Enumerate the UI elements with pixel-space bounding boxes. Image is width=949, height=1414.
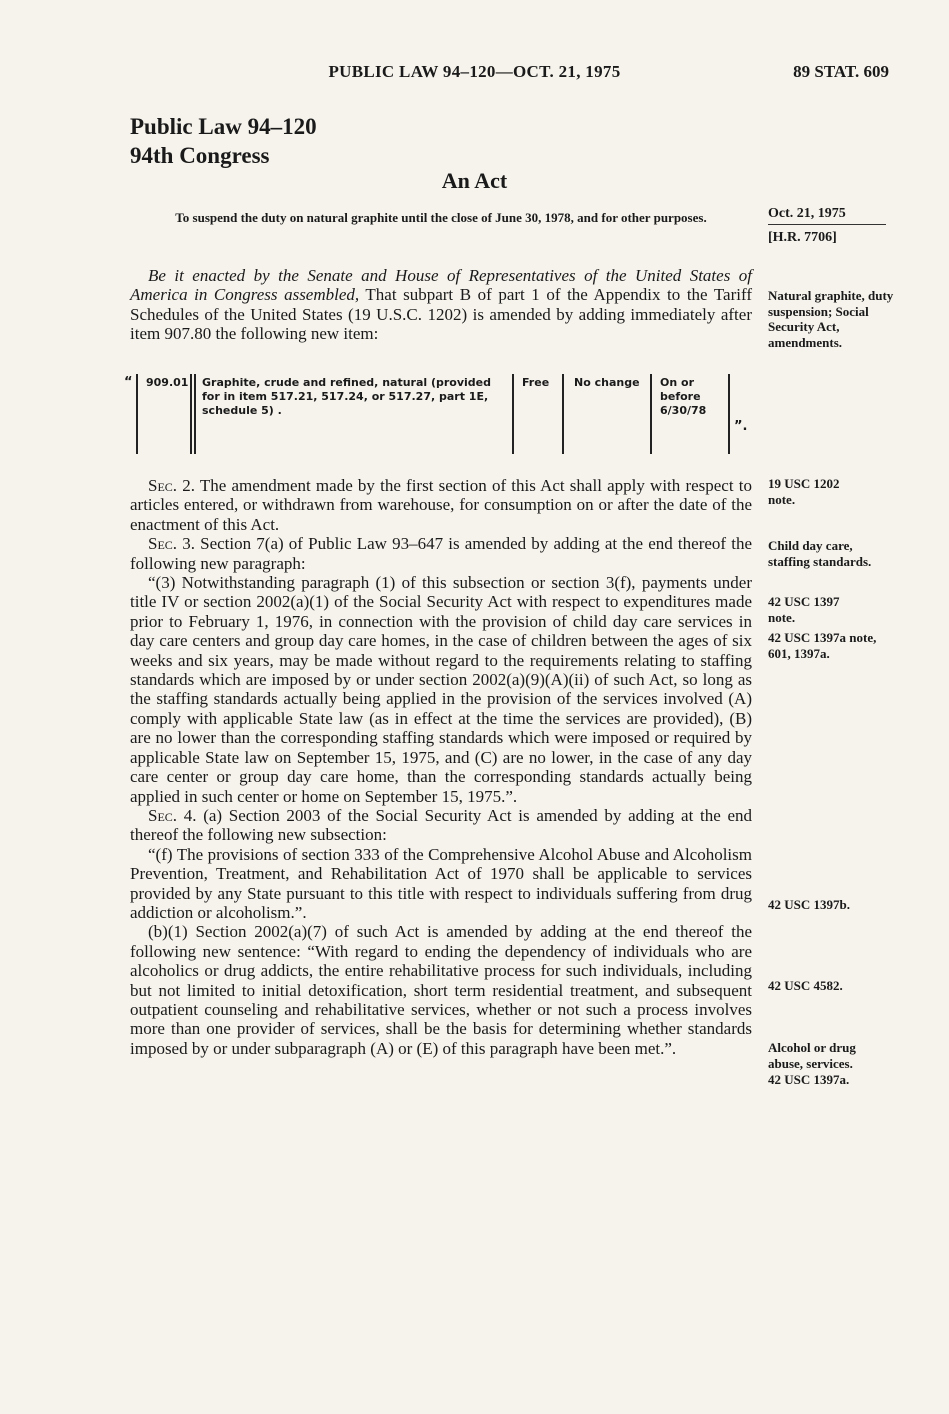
tariff-rate-col2: No change	[574, 376, 640, 389]
section-4-label: Sec. 4.	[148, 805, 197, 825]
section-2-text: The amendment made by the first section of this Act shall apply with respect to articles entered, or withdrawn from warehouse, for consumption on or after the date of the enactment of this Act.	[130, 476, 752, 534]
section-3-label: Sec. 3.	[148, 534, 195, 554]
margin-note-42usc-4582: 42 USC 4582.	[768, 978, 843, 993]
margin-note-19usc: 19 USC 1202 note.	[768, 476, 840, 507]
tariff-rule	[562, 374, 564, 454]
margin-note-alcohol-drug: Alcohol or drug abuse, services.	[768, 1040, 856, 1071]
tariff-rule	[512, 374, 514, 454]
margin-note-graphite: Natural graphite, duty suspension; Social Security Act, amendments.	[768, 288, 894, 350]
statute-page: 89 STAT. 609	[793, 62, 889, 81]
section-4a-intro	[130, 806, 752, 845]
section-3-intro-text: Section 7(a) of Public Law 93–647 is amended by adding at the end thereof the following new paragraph:	[130, 534, 752, 573]
margin-note-42usc-1397a-2: 42 USC 1397a.	[768, 1072, 850, 1087]
congress-number: 94th Congress	[130, 143, 270, 168]
running-head: PUBLIC LAW 94–120—OCT. 21, 1975	[328, 62, 621, 81]
tariff-rule	[136, 374, 138, 454]
section-3-intro	[130, 534, 752, 573]
sections-body	[130, 476, 752, 1058]
section-4b: (b)(1) Section 2002(a)(7) of such Act is amended by adding at the end thereof the following new sentence: “With regard to ending the dependency of individuals who are alcoholics or drug addicts, the entire rehabilitative process for such individuals, including but not limited to initial detoxification, short term residential treatment, and subsequent outpatient counseling and rehabilitative services, whether or not such a process involves more than one provider of services, shall be the basis for determining whether standards imposed by or under subparagraph (A) or (E) of this paragraph have been met.”.	[130, 922, 752, 1058]
tariff-open-quote: “	[124, 375, 133, 390]
sidebar-date: Oct. 21, 1975	[768, 206, 886, 225]
section-4a-paragraph: “(f) The provisions of section 333 of the Comprehensive Alcohol Abuse and Alcoholism Prevention, Treatment, and Rehabilitation Act of 1970 shall be applicable to services provided by any State pursuant to this title with respect to individuals suffering from drug addiction or alcoholism.”.	[130, 844, 752, 922]
tariff-table	[122, 372, 752, 458]
section-2-label: Sec. 2.	[148, 476, 195, 495]
margin-note-42usc-1397b: 42 USC 1397b.	[768, 897, 850, 912]
tariff-rule	[650, 374, 652, 454]
section-4a-intro-text: (a) Section 2003 of the Social Security Act is amended by adding at the end thereof the following new subsection:	[130, 805, 752, 845]
enacting-italic: Be it enacted by the Senate and House of Representatives of the United States of America in Congress assembled,	[130, 266, 752, 305]
tariff-item-number: 909.01	[146, 376, 189, 389]
tariff-rate-col1: Free	[522, 376, 550, 389]
tariff-rule	[728, 374, 730, 454]
section-3-paragraph: “(3) Notwithstanding paragraph (1) of this subsection or section 3(f), payments under title IV or section 2002(a)(1) of the Social Security Act with respect to expenditures made prior to February 1, 1976, in connection with the provision of child day care services in day care centers and group day care homes, in the case of children between the ages of six weeks and six years, may be made without regard to the requirements relating to staffing standards which are imposed by or under section 2002(a)(9)(A)(ii) of such Act, so long as the staffing standards actually being applied in the provision of the services involved (A) comply with applicable State law (as in effect at the time the services are provided), (B) are no lower than the corresponding staffing standards which were imposed or required by applicable State law on September 15, 1975, and (C) are no lower, in the case of any day care center or group day care home, than the corresponding standards actually being applied in such center or home on September 15, 1975.”.	[130, 573, 752, 806]
enacting-clause	[130, 266, 752, 344]
sidebar-bill-number: [H.R. 7706]	[768, 230, 837, 245]
law-number: Public Law 94–120	[130, 114, 317, 139]
tariff-description: Graphite, crude and refined, natural (provided for in item 517.21, 517.24, or 517.27, part 1E, schedule 5) .	[202, 376, 492, 417]
margin-note-42usc-1397a: 42 USC 1397a note, 601, 1397a.	[768, 630, 877, 661]
section-2	[130, 476, 752, 534]
tariff-rule	[194, 374, 196, 454]
margin-note-child-day-care: Child day care, staffing standards.	[768, 538, 872, 569]
tariff-effective-period: On or before 6/30/78	[660, 376, 707, 417]
tariff-rule	[190, 374, 192, 454]
margin-note-42usc-1397: 42 USC 1397 note.	[768, 594, 840, 625]
act-purpose: To suspend the duty on natural graphite until the close of June 30, 1978, and for other purposes.	[175, 210, 707, 225]
enacting-rest: That subpart B of part 1 of the Appendix to the Tariff Schedules of the United States (19 U.S.C. 1202) is amended by adding immediately after item 907.80 the following new item:	[130, 285, 752, 344]
law-title-block	[130, 112, 317, 170]
tariff-close-quote: ”.	[734, 419, 748, 434]
act-heading: An Act	[441, 168, 508, 193]
